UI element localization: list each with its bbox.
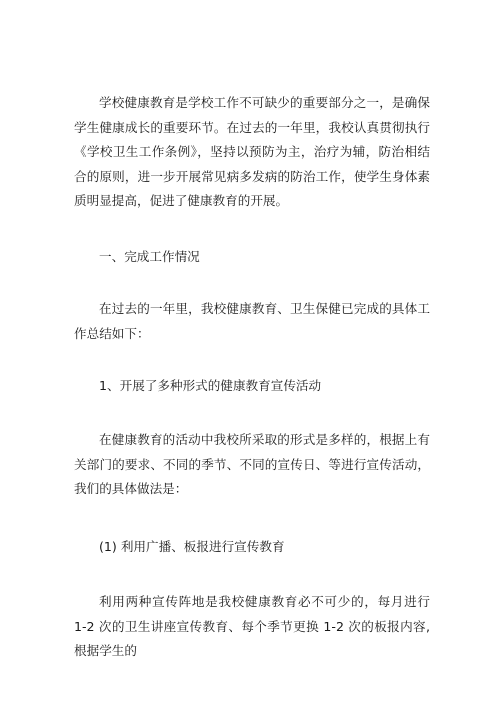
intro-paragraph: 学校健康教育是学校工作不可缺少的重要部分之一，是确保学生健康成长的重要环节。在过去的一年里，我校认真贯彻执行《学校卫生工作条例》，坚持以预防为主，治疗为辅，防治相结合的原则，进一步开展常见病多发病的防治工作，使学生身体素质明显提高，促进了健康教育的开展。 [74, 95, 430, 208]
sub-item-heading: (1) 利用广播、板报进行宣传教育 [99, 539, 285, 554]
section-one-heading: 一、完成工作情况 [99, 249, 200, 264]
item-one-body-paragraph: 在健康教育的活动中我校所采取的形式是多样的，根据上有关部门的要求、不同的季节、不同的宣传日、等进行宣传活动，我们的具体做法是： [74, 432, 430, 496]
summary-intro-paragraph: 在过去的一年里，我校健康教育、卫生保健已完成的具体工作总结如下： [74, 301, 430, 341]
item-one-heading: 1、开展了多种形式的健康教育宣传活动 [99, 378, 322, 393]
sub-item-body-paragraph: 利用两种宣传阵地是我校健康教育必不可少的，每月进行 1-2 次的卫生讲座宣传教育、每个季节更换 1-2 次的板报内容,根据学生的 [74, 594, 430, 658]
